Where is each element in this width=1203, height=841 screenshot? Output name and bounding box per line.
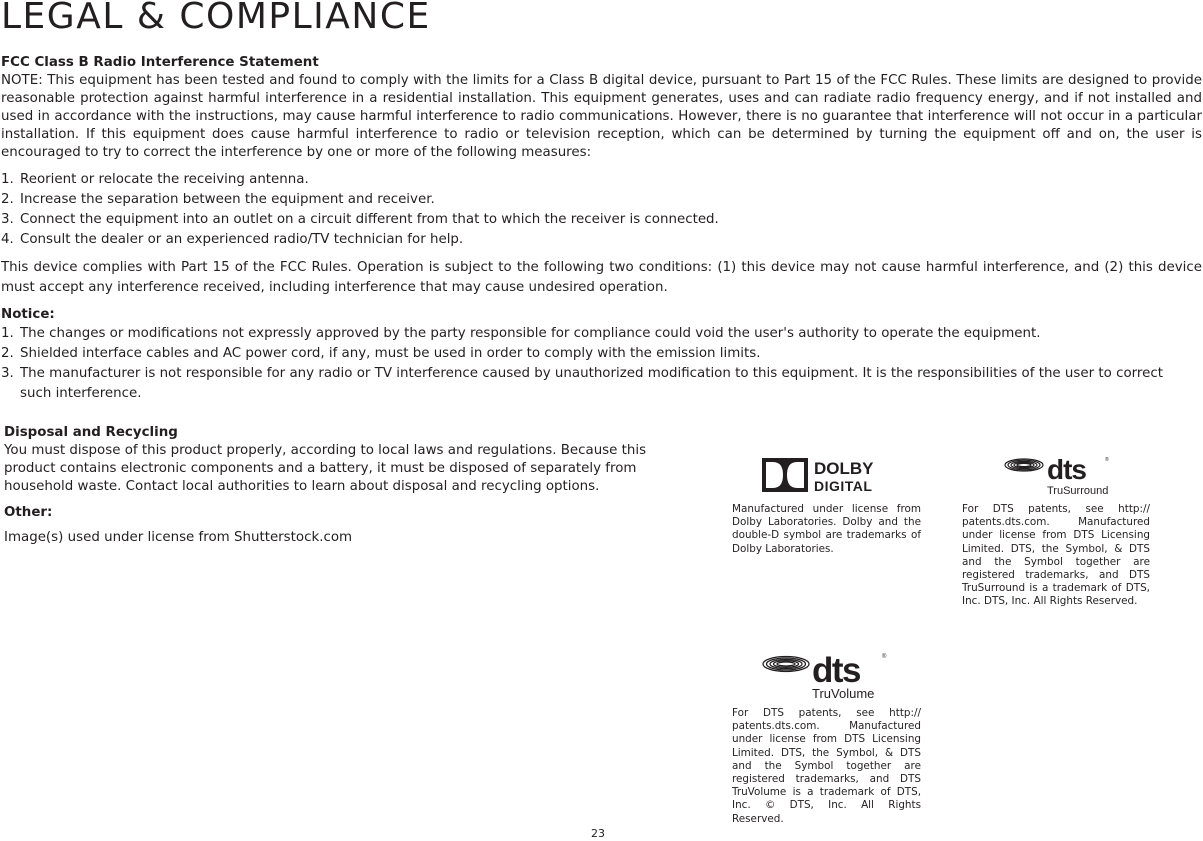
page-title: LEGAL & COMPLIANCE (1, 0, 431, 37)
other-heading: Other: (4, 505, 53, 520)
disposal-section (4, 424, 684, 547)
dts-rings-icon (1005, 459, 1043, 471)
measures-list (1, 170, 1202, 250)
fcc-note-paragraph: NOTE: This equipment has been tested and found to comply with the limits for a Class B digital device, pursuant to Part 15 of the FCC Rules. These limits are designed to provide reasonable protection against harmful interference in a residential installation. This equipment generates, uses and can radiate radio frequency energy, and if not installed and used in accordance with the instructions, may cause harmful interference to radio communications. However, there is no guarantee that interference will not occur in a particular installation. If this equipment does cause harmful interference to radio or television reception, which can be determined by turning the equipment off and on, the user is encouraged to try to correct the interference by one or more of the following measures: (1, 73, 1202, 160)
digital-wordmark: DIGITAL (814, 478, 873, 493)
trusurround-wordmark: TruSurround (1047, 485, 1109, 496)
registered-mark-icon: ® (1105, 457, 1109, 463)
dts-trusurround-license-text: For DTS patents, see http:// patents.dts.com. Manufactured under license from DTS Licensing Limited. DTS, the Symbol, & DTS and the Symbol together are registered trademarks, and DTS TruSurround is a trademark of DTS, Inc. DTS, Inc. All Rights Reserved. (962, 503, 1150, 608)
dts-rings-icon (763, 657, 809, 672)
fcc-statement-section (1, 54, 1202, 404)
list-item: 1. The changes or modifications not expressly approved by the party responsible for compliance could void the user's authority to operate the equipment. (1, 326, 1041, 341)
truvolume-wordmark: TruVolume (812, 686, 875, 700)
list-item: 3. Connect the equipment into an outlet on a circuit different from that to which the receiver is connected. (1, 212, 719, 227)
registered-mark-icon: ® (882, 654, 887, 660)
other-paragraph: Image(s) used under license from Shutterstock.com (4, 530, 353, 545)
dts-trusurround-logo (1003, 454, 1113, 496)
compliance-paragraph: This device complies with Part 15 of the FCC Rules. Operation is subject to the following two conditions: (1) this device may not cause harmful interference, and (2) this device must accept any interference received, including interference that may cause undesired operation. (1, 260, 1202, 295)
page-number: 23 (591, 827, 605, 840)
notice-heading: Notice: (1, 307, 55, 322)
dts-wordmark: dts (812, 651, 860, 690)
disposal-paragraph: You must dispose of this product properly, according to local laws and regulations. Because this product contains electronic components and a battery, it must be disposed of separately from household waste. Contact local authorities to learn about disposal and recycling options. (4, 443, 647, 494)
dts-wordmark: dts (1047, 454, 1086, 485)
dolby-double-d-icon (762, 458, 808, 492)
notice-list (1, 324, 1202, 404)
dolby-digital-logo (762, 457, 890, 493)
dts-truvolume-license-text: For DTS patents, see http:// patents.dts.com. Manufactured under license from DTS Licensing Limited. DTS, the Symbol, & DTS and the Symbol together are registered trademarks, and DTS TruVolume is a trademark of DTS, Inc. © DTS, Inc. All Rights Reserved. (732, 707, 921, 825)
list-item: 4. Consult the dealer or an experienced radio/TV technician for help. (1, 232, 464, 247)
dts-truvolume-logo (761, 650, 891, 700)
dolby-license-text: Manufactured under license from Dolby Laboratories. Dolby and the double-D symbol are trademarks of Dolby Laboratories. (732, 503, 921, 555)
list-item: 3. The manufacturer is not responsible for any radio or TV interference caused by unauthorized modification to this equipment. It is the responsibilities of the user to correct such interference. (1, 366, 1163, 401)
list-item: 1. Reorient or relocate the receiving antenna. (1, 172, 309, 187)
disposal-heading: Disposal and Recycling (4, 425, 178, 440)
list-item: 2. Shielded interface cables and AC power cord, if any, must be used in order to comply with the emission limits. (1, 346, 761, 361)
dolby-wordmark: DOLBY (814, 459, 874, 478)
fcc-heading: FCC Class B Radio Interference Statement (1, 55, 319, 70)
list-item: 2. Increase the separation between the equipment and receiver. (1, 192, 435, 207)
